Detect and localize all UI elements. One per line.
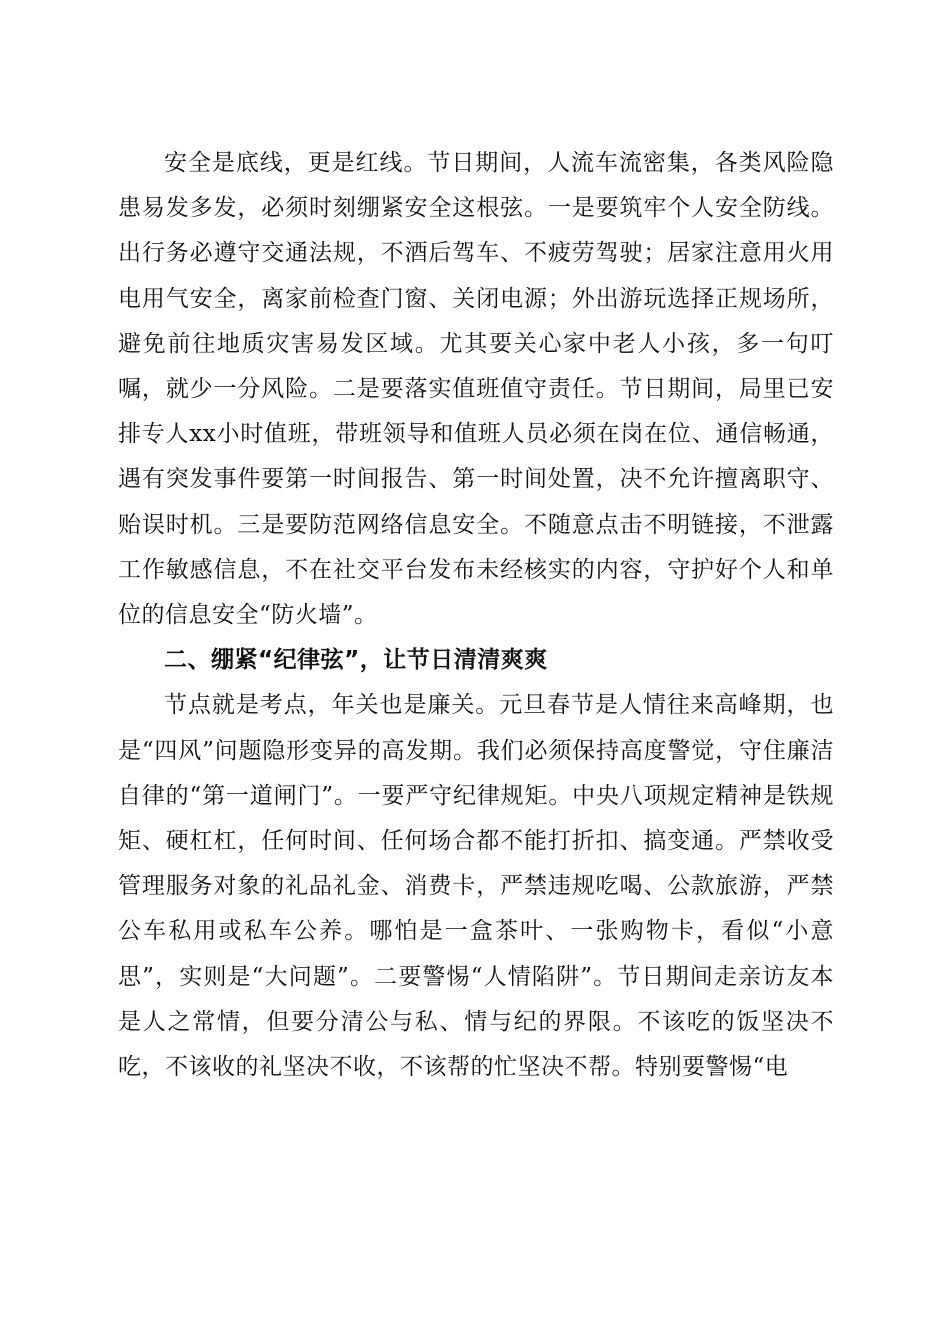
document-body <box>118 141 834 1090</box>
section-heading-discipline: 二、绷紧“纪律弦”，让节日清清爽爽 <box>164 647 548 674</box>
paragraph-safety: 安全是底线，更是红线。节日期间，人流车流密集，各类风险隐患易发多发，必须时刻绷紧安全这根弦。一是要筑牢个人安全防线。出行务必遵守交通法规，不酒后驾车、不疲劳驾驶；居家注意用火用电用气安全，离家前检查门窗、关闭电源；外出游玩选择正规场所，避免前往地质灾害易发区域。尤其要关心家中老人小孩，多一句叮嘱，就少一分风险。二是要落实值班值守责任。节日期间，局里已安排专人xx小时值班，带班领导和值班人员必须在岗在位、通信畅通，遇有突发事件要第一时间报告、第一时间处置，决不允许擅离职守、贻误时机。三是要防范网络信息安全。不随意点击不明链接，不泄露工作敏感信息，不在社交平台发布未经核实的内容，守护好个人和单位的信息安全“防火墙”。 <box>118 150 834 629</box>
paragraph-discipline: 节点就是考点，年关也是廉关。元旦春节是人情往来高峰期，也是“四风”问题隐形变异的高发期。我们必须保持高度警觉，守住廉洁自律的“第一道闸门”。一要严守纪律规矩。中央八项规定精神是铁规矩、硬杠杠，任何时间、任何场合都不能打折扣、搞变通。严禁收受管理服务对象的礼品礼金、消费卡，严禁违规吃喝、公款旅游，严禁公车私用或私车公养。哪怕是一盒茶叶、一张购物卡，看似“小意思”，实则是“大问题”。二要警惕“人情陷阱”。节日期间走亲访友本是人之常情，但要分清公与私、情与纪的界限。不该吃的饭坚决不吃，不该收的礼坚决不收，不该帮的忙坚决不帮。特别要警惕“电 <box>118 692 834 1081</box>
